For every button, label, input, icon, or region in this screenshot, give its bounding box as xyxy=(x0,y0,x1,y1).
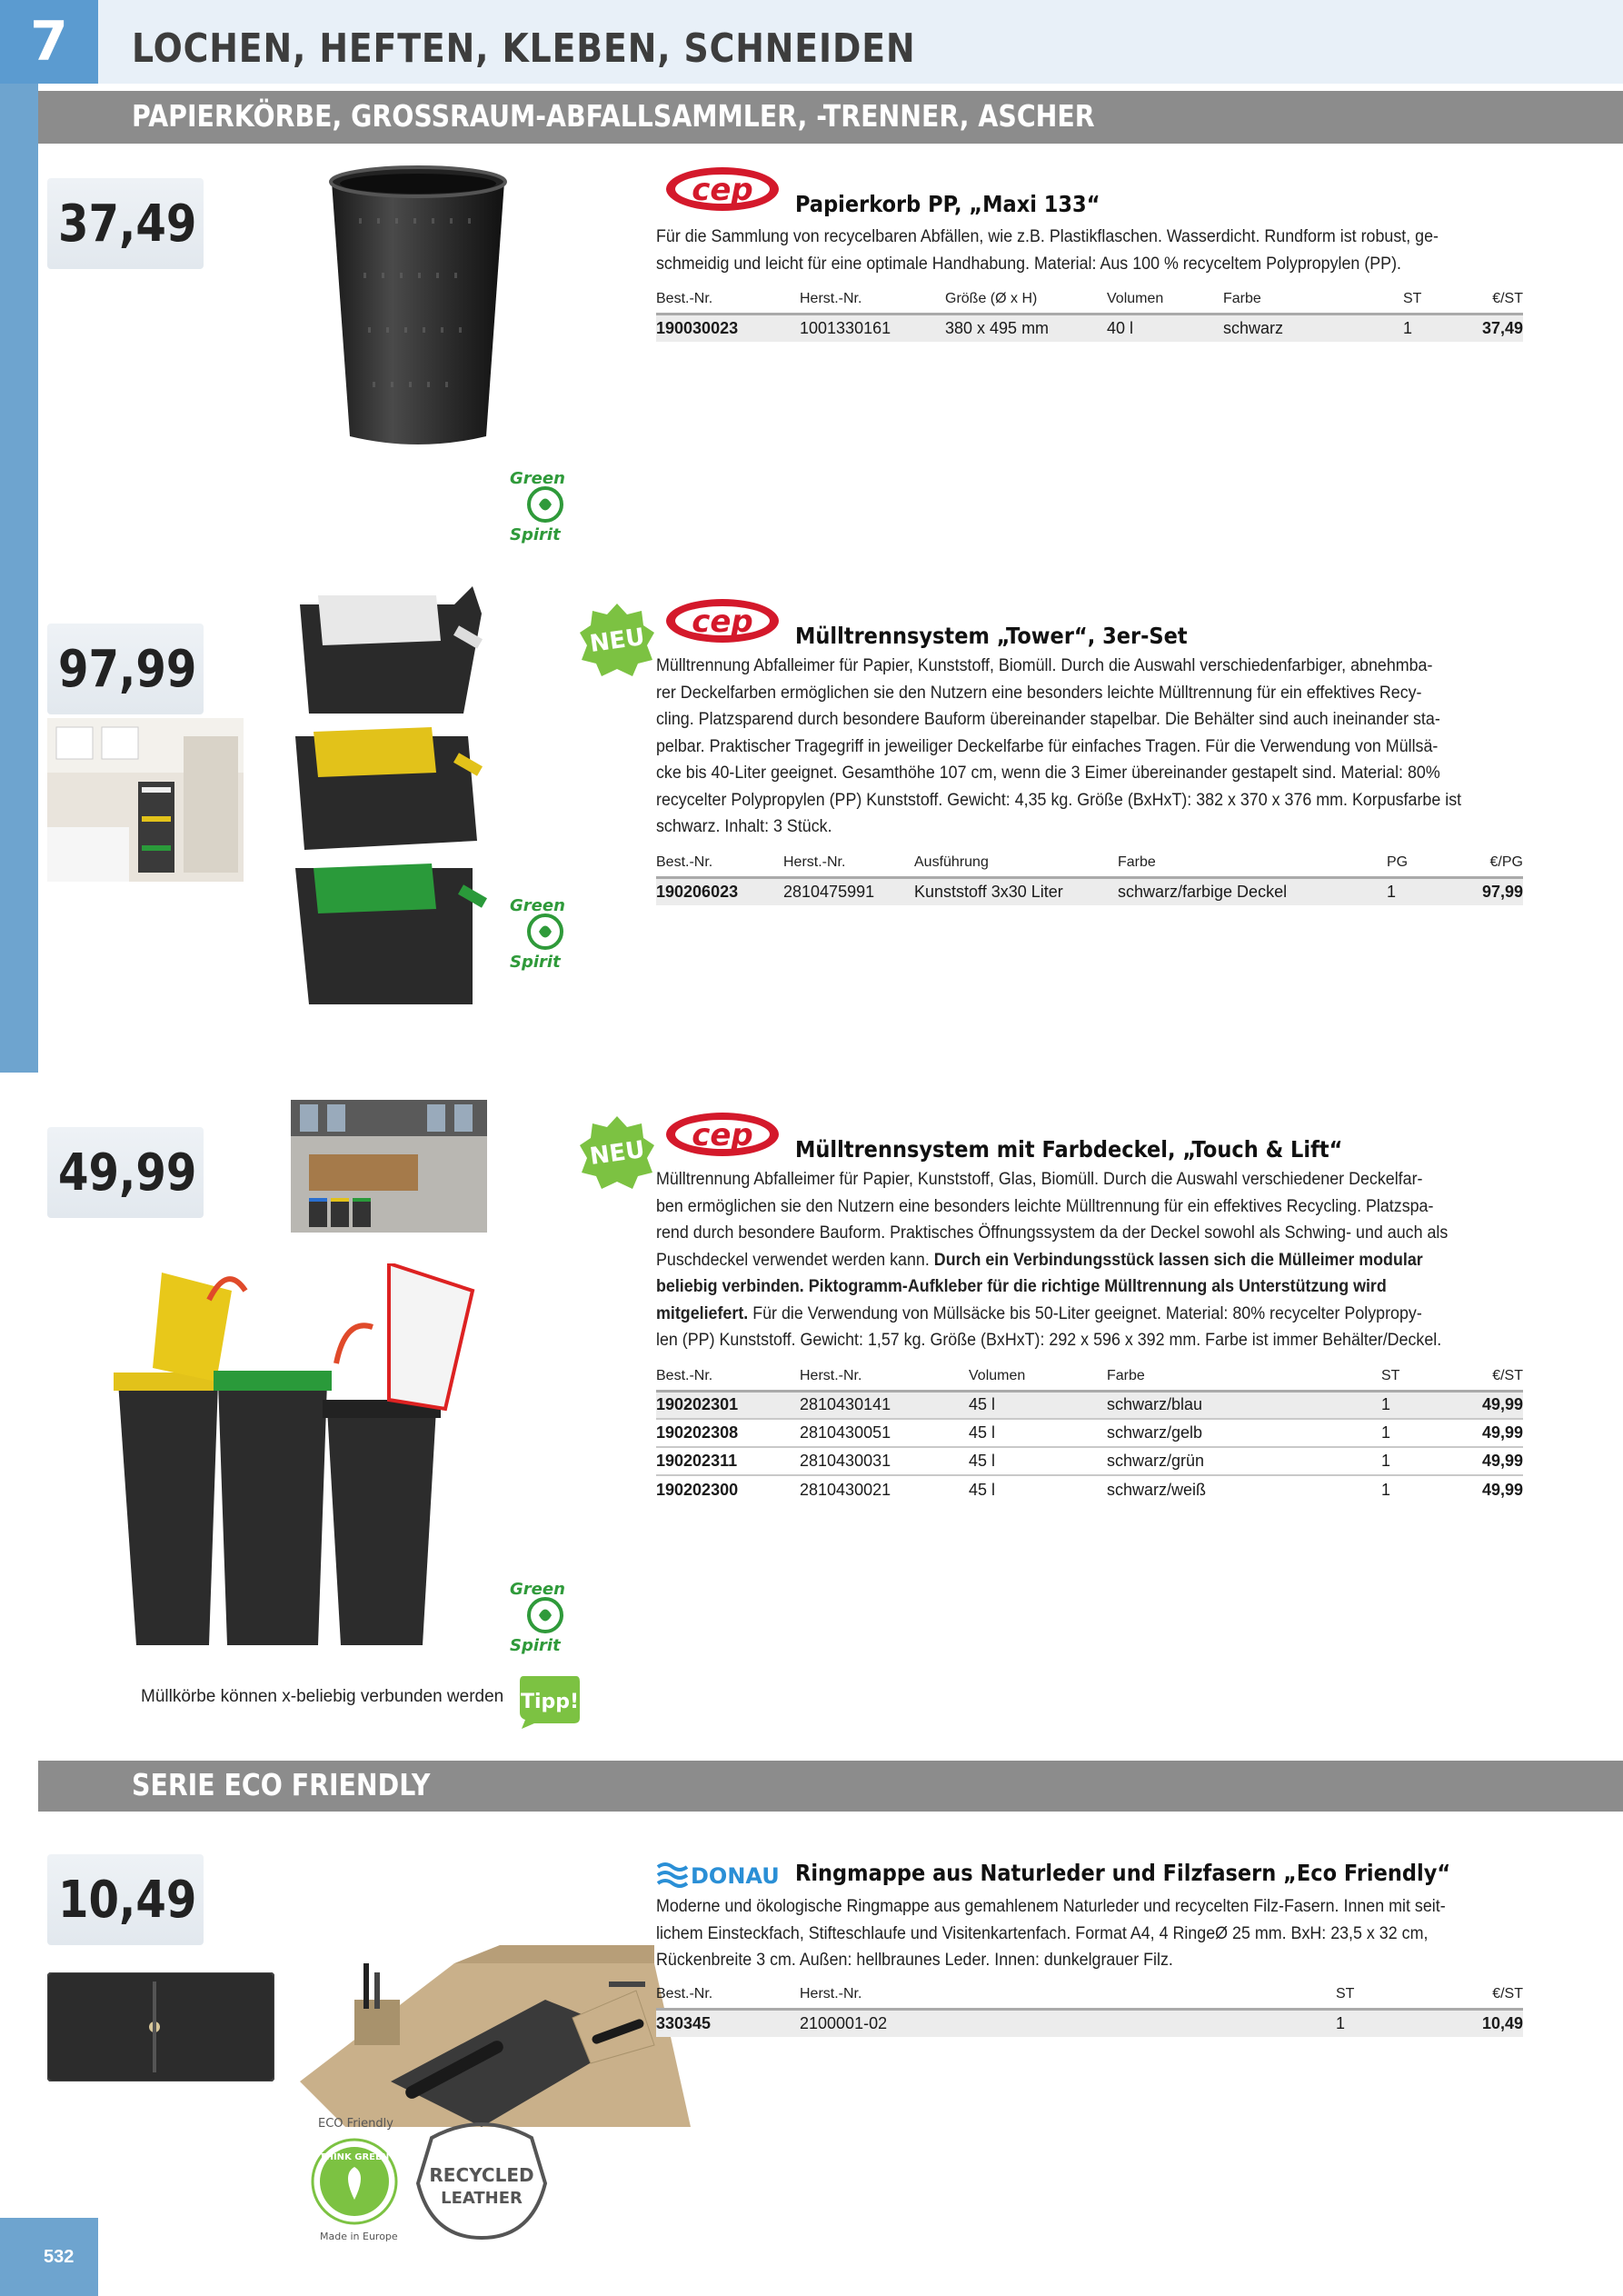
unit-price: 37,49 xyxy=(1458,314,1523,342)
cep-logo-text: cep xyxy=(692,604,753,640)
product-description xyxy=(656,653,1518,841)
color: schwarz/weiß xyxy=(1107,1475,1381,1503)
table-row xyxy=(656,2009,1523,2037)
description-line: pelbar. Praktischer Tragegriff in jeweiliger Deckelfarbe für einfaches Tragen. Für die Verwendung von Müllsä- xyxy=(656,736,1439,756)
donau-logo-text: DONAU xyxy=(691,1863,780,1889)
leather-text: LEATHER xyxy=(441,2189,523,2208)
description-bold: beliebig verbinden. Piktogramm-Aufkleber für die richtige Mülltrennung als Unterstützung wird xyxy=(656,1277,1387,1296)
eco-section-title: SERIE ECO FRIENDLY xyxy=(132,1767,431,1802)
unit: 1 xyxy=(1381,1419,1458,1447)
cep-brand-logo xyxy=(663,164,782,215)
manufacturer-number: 2100001-02 xyxy=(800,2009,1336,2037)
chapter-side-tab xyxy=(0,0,38,1073)
product-title: Ringmappe aus Naturleder und Filzfasern „Eco Friendly“ xyxy=(795,1860,1451,1886)
col-header: Farbe xyxy=(1107,1368,1145,1384)
touch-lift-bins-image xyxy=(100,1263,491,1682)
cep-brand-logo xyxy=(663,1109,782,1160)
green-spirit-top: Green xyxy=(510,1580,565,1599)
color: schwarz xyxy=(1223,314,1403,342)
ring-binder-image xyxy=(47,1972,274,2081)
table-row xyxy=(656,314,1523,342)
green-spirit-top: Green xyxy=(510,469,565,488)
table-row xyxy=(656,1447,1523,1475)
product-title: Papierkorb PP, „Maxi 133“ xyxy=(795,191,1100,217)
new-badge-text: NEU xyxy=(588,623,647,659)
spec-table xyxy=(656,850,1523,905)
product-description xyxy=(656,1893,1518,1974)
unit-price: 49,99 xyxy=(1458,1419,1523,1447)
unit-price: 49,99 xyxy=(1458,1391,1523,1419)
manufacturer-number: 2810430031 xyxy=(800,1447,969,1475)
description-line: Rückenbreite 3 cm. Außen: hellbraunes Leder. Innen: dunkelgrauer Filz. xyxy=(656,1951,1173,1970)
unit: 1 xyxy=(1336,2009,1432,2037)
order-number: 190030023 xyxy=(656,314,800,342)
col-header: €/ST xyxy=(1492,1368,1523,1384)
description-line: lichem Einsteckfach, Stifteschlaufe und Visitenkartenfach. Format A4, 4 RingeØ 25 mm. BxH: 23,5 x 32 cm, xyxy=(656,1923,1429,1943)
green-spirit-bottom: Spirit xyxy=(510,525,561,544)
chapter-number: 7 xyxy=(0,0,98,84)
unit-price: 97,99 xyxy=(1459,877,1523,905)
description-line: schwarz. Inhalt: 3 Stück. xyxy=(656,817,832,836)
description-line: cling. Platzsparend durch besondere Bauform übereinander stapelbar. Die Behälter sind auch ineinander sta- xyxy=(656,710,1440,729)
donau-brand-logo xyxy=(656,1860,792,1891)
description-line xyxy=(656,1273,1518,1301)
price-value: 49,99 xyxy=(58,1143,197,1203)
volume: 45 l xyxy=(969,1419,1107,1447)
unit: 1 xyxy=(1381,1447,1458,1475)
volume: 45 l xyxy=(969,1391,1107,1419)
col-header: Best.-Nr. xyxy=(656,1368,713,1384)
tip-badge-text: Tipp! xyxy=(520,1691,580,1713)
room-photo xyxy=(47,718,244,882)
table-header-row xyxy=(656,1982,1523,2009)
recycled-text: RECYCLED xyxy=(429,2164,534,2186)
col-header: Herst.-Nr. xyxy=(800,1368,862,1384)
page-number: 532 xyxy=(44,2247,75,2267)
table-row xyxy=(656,1391,1523,1419)
col-header: €/ST xyxy=(1492,291,1523,307)
section-title: PAPIERKÖRBE, GROSSRAUM-ABFALLSAMMLER, -TRENNER, ASCHER xyxy=(132,98,1095,134)
volume: 45 l xyxy=(969,1447,1107,1475)
new-badge xyxy=(580,1114,654,1189)
col-header: Herst.-Nr. xyxy=(800,1986,862,2002)
green-spirit-logo xyxy=(504,891,586,973)
description-text: Für die Verwendung von Müllsäcke bis 50-Liter geeignet. Material: 80% recycelter Polypropy- xyxy=(748,1303,1422,1323)
col-header: Volumen xyxy=(969,1368,1026,1384)
color: schwarz/grün xyxy=(1107,1447,1381,1475)
col-header: Best.-Nr. xyxy=(656,1986,713,2002)
order-number: 190202300 xyxy=(656,1475,800,1503)
col-header: Herst.-Nr. xyxy=(800,291,862,307)
table-header-row xyxy=(656,1363,1523,1391)
col-header: ST xyxy=(1336,1986,1355,2002)
color: schwarz/farbige Deckel xyxy=(1118,877,1387,905)
new-badge-text: NEU xyxy=(588,1135,647,1172)
col-header: Ausführung xyxy=(914,854,989,871)
order-number: 190202311 xyxy=(656,1447,800,1475)
unit-price: 10,49 xyxy=(1432,2009,1523,2037)
made-in-europe-text: Made in Europe xyxy=(320,2231,398,2242)
color: schwarz/gelb xyxy=(1107,1419,1381,1447)
price-badge xyxy=(47,624,204,714)
price-badge xyxy=(47,178,204,269)
green-spirit-logo xyxy=(504,464,586,545)
manufacturer-number: 1001330161 xyxy=(800,314,945,342)
description-line: len (PP) Kunststoff. Gewicht: 1,57 kg. Größe (BxHxT): 292 x 596 x 392 mm. Farbe ist immer Behälter/Deckel. xyxy=(656,1331,1442,1350)
price-value: 10,49 xyxy=(58,1871,197,1930)
price-badge xyxy=(47,1127,204,1218)
description-bold: mitgeliefert. xyxy=(656,1303,749,1323)
table-row xyxy=(656,1419,1523,1447)
cep-logo-text: cep xyxy=(692,172,753,208)
tip-badge xyxy=(516,1672,582,1729)
unit: 1 xyxy=(1403,314,1458,342)
spec-table xyxy=(656,1363,1523,1503)
page-title: LOCHEN, HEFTEN, KLEBEN, SCHNEIDEN xyxy=(132,25,916,72)
cep-logo-text: cep xyxy=(692,1117,753,1153)
description-bold: Durch ein Verbindungsstück lassen sich die Mülleimer modular xyxy=(933,1250,1423,1270)
volume: 40 l xyxy=(1107,314,1223,342)
green-spirit-bottom: Spirit xyxy=(510,1636,561,1655)
order-number: 190206023 xyxy=(656,877,783,905)
cep-brand-logo xyxy=(663,595,782,646)
variant: Kunststoff 3x30 Liter xyxy=(914,877,1118,905)
manufacturer-number: 2810430021 xyxy=(800,1475,969,1503)
green-spirit-top: Green xyxy=(510,896,565,915)
product-title: Mülltrennsystem „Tower“, 3er-Set xyxy=(795,623,1188,649)
unit: 1 xyxy=(1381,1391,1458,1419)
volume: 45 l xyxy=(969,1475,1107,1503)
manufacturer-number: 2810430051 xyxy=(800,1419,969,1447)
unit: 1 xyxy=(1381,1475,1458,1503)
col-header: Größe (Ø x H) xyxy=(945,291,1038,307)
green-spirit-logo xyxy=(504,1574,586,1656)
description-line: Mülltrennung Abfalleimer für Papier, Kunststoff, Glas, Biomüll. Durch die Auswahl verschiedener Deckelfar- xyxy=(656,1170,1423,1189)
manufacturer-number: 2810430141 xyxy=(800,1391,969,1419)
description-line: Mülltrennung Abfalleimer für Papier, Kunststoff, Biomüll. Durch die Auswahl verschiedenfarbiger, abnehmba- xyxy=(656,656,1433,675)
description-line xyxy=(656,1247,1518,1274)
product-description xyxy=(656,224,1518,277)
description-line: cke bis 40-Liter geeignet. Gesamthöhe 107 cm, wenn die 3 Eimer übereinander gestapelt sind. Material: 80% xyxy=(656,764,1440,783)
col-header: Best.-Nr. xyxy=(656,854,713,871)
col-header: ST xyxy=(1403,291,1422,307)
table-header-row xyxy=(656,286,1523,314)
description-line: rer Deckelfarben ermöglichen sie den Nutzern eine besonders leichte Mülltrennung für ein effektives Recy- xyxy=(656,683,1422,703)
col-header: Best.-Nr. xyxy=(656,291,713,307)
manufacturer-number: 2810475991 xyxy=(783,877,914,905)
price-value: 97,99 xyxy=(58,640,197,699)
wastebasket-image xyxy=(323,164,513,454)
col-header: €/ST xyxy=(1492,1986,1523,2002)
spec-table xyxy=(656,1982,1523,2037)
unit: 1 xyxy=(1387,877,1459,905)
description-line: rend durch besondere Bauform. Praktisches Öffnungssystem da der Deckel sowohl als Schwing- und auch als xyxy=(656,1223,1449,1243)
description-line xyxy=(656,1301,1518,1328)
col-header: Farbe xyxy=(1118,854,1156,871)
col-header: ST xyxy=(1381,1368,1400,1384)
office-photo xyxy=(291,1100,487,1233)
order-number: 190202308 xyxy=(656,1419,800,1447)
col-header: Volumen xyxy=(1107,291,1164,307)
table-row xyxy=(656,877,1523,905)
description-line: ben ermöglichen sie den Nutzern eine besonders leichte Mülltrennung für ein effektives Recycling. Platzspa- xyxy=(656,1196,1434,1216)
description-text: Puschdeckel verwendet werden kann. xyxy=(656,1250,930,1270)
product-title: Mülltrennsystem mit Farbdeckel, „Touch & Lift“ xyxy=(795,1136,1343,1163)
think-green-text: THINK GREEN xyxy=(319,2152,390,2162)
spec-table xyxy=(656,286,1523,342)
col-header: €/PG xyxy=(1489,854,1523,871)
image-caption: Müllkörbe können x-beliebig verbunden werden xyxy=(141,1687,504,1706)
new-badge xyxy=(580,602,654,676)
eco-friendly-label: ECO Friendly xyxy=(318,2117,393,2131)
unit-price: 49,99 xyxy=(1458,1447,1523,1475)
color: schwarz/blau xyxy=(1107,1391,1381,1419)
description-line: schmeidig und leicht für eine optimale Handhabung. Material: Aus 100 % recyceltem Polypropylen (PP). xyxy=(656,254,1402,274)
description-line: recycelter Polypropylen (PP) Kunststoff. Gewicht: 4,35 kg. Größe (BxHxT): 382 x 370 x 376 mm. Korpusfarbe ist xyxy=(656,790,1462,810)
description-line: Moderne und ökologische Ringmappe aus gemahlenem Naturleder und recycelten Filz-Fasern. Innen mit seit- xyxy=(656,1897,1446,1916)
order-number: 330345 xyxy=(656,2009,800,2037)
green-spirit-bottom: Spirit xyxy=(510,953,561,972)
price-badge xyxy=(47,1854,204,1945)
size: 380 x 495 mm xyxy=(945,314,1107,342)
table-row xyxy=(656,1475,1523,1503)
order-number: 190202301 xyxy=(656,1391,800,1419)
table-header-row xyxy=(656,850,1523,877)
product-description xyxy=(656,1166,1518,1354)
col-header: Herst.-Nr. xyxy=(783,854,846,871)
unit-price: 49,99 xyxy=(1458,1475,1523,1503)
col-header: Farbe xyxy=(1223,291,1261,307)
tower-bins-image xyxy=(282,577,500,1023)
description-line: Für die Sammlung von recycelbaren Abfällen, wie z.B. Plastikflaschen. Wasserdicht. Rundform ist robust, ge- xyxy=(656,227,1439,246)
eco-logos xyxy=(300,2111,600,2247)
binder-open-image xyxy=(273,1854,700,2127)
price-value: 37,49 xyxy=(58,195,197,254)
col-header: PG xyxy=(1387,854,1409,871)
